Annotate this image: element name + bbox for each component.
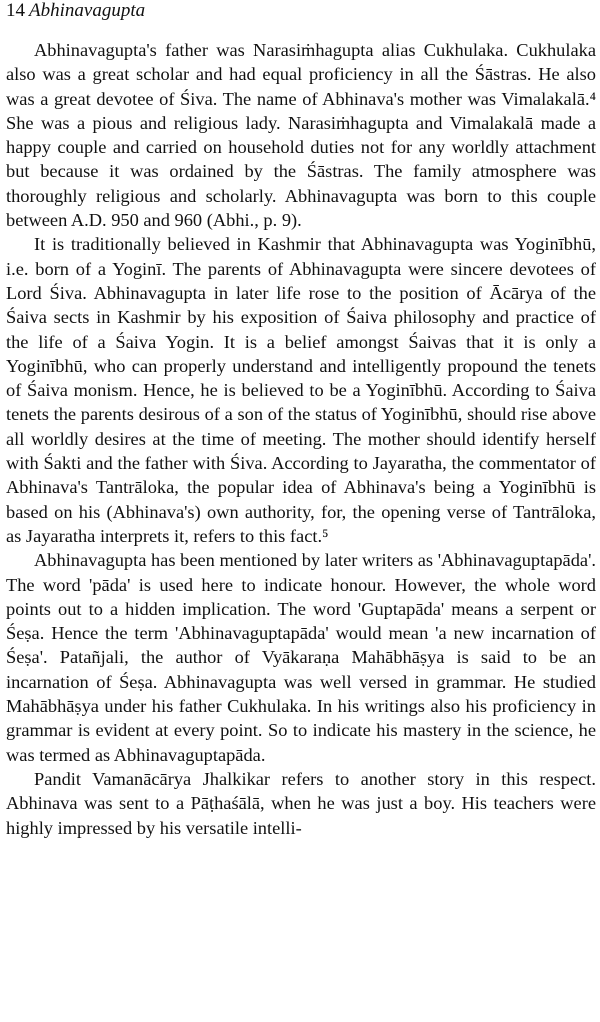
paragraph-parentage: Abhinavagupta's father was Narasiṁhagupta alias Cukhulaka. Cukhulaka also was a great scholar and had equal proficiency in all the Śāstras. He also was a great devotee of Śiva. The name of Abhinava's mother was Vimalakalā.⁴ She was a pious and religious lady. Narasiṁhagupta and Vimalakalā made a happy couple and carried on household duties not for any worldly attachment but because it was ordained by the Śāstras. The family atmosphere was thoroughly religious and scholarly. Abhinavagupta was born to this couple between A.D. 950 and 960 (Abhi., p. 9).	[6, 40, 596, 231]
paragraph-yoginibhu: It is traditionally believed in Kashmir that Abhinavagupta was Yoginībhū, i.e. born of a Yoginī. The parents of Abhinavagupta were sincere devotees of Lord Śiva. Abhinavagupta in later life rose to the position of Ācārya of the Śaiva sects in Kashmir by his exposition of Śaiva philosophy and practice of the life of a Śaiva Yogin. It is a belief amongst Śaivas that it is only a Yoginībhū, who can properly understand and intelligently propound the tenets of Śaiva monism. Hence, he is believed to be a Yoginībhū. According to Śaiva tenets the parents desirous of a son of the status of Yoginībhū, should rise above all worldly desires at the time of meeting. The mother should identify herself with Śakti and the father with Śiva. According to Jayaratha, the commentator of Abhinava's Tantrāloka, the popular idea of Abhinava's being a Yoginībhū is based on his (Abhinava's) own authority, for, the opening verse of Tantrāloka, as Jayaratha interprets it, refers to this fact.⁵	[6, 234, 596, 546]
page-number: 14	[6, 0, 25, 21]
body-text	[6, 38, 596, 840]
paragraph-pathashala: Pandit Vamanācārya Jhalkikar refers to another story in this respect. Abhinava was sent to a Pāṭhaśālā, when he was just a boy. His teachers were highly impressed by his versatile intelli-	[6, 768, 596, 838]
paragraph-guptapada: Abhinavagupta has been mentioned by later writers as 'Abhinavaguptapāda'. The word 'pāda' is used here to indicate honour. However, the whole word points out to a hidden implication. The word 'Guptapāda' means a serpent or Śeṣa. Hence the term 'Abhinavaguptapāda' would mean 'a new incarnation of Śeṣa'. Patañjali, the author of Vyākaraṇa Mahābhāṣya is said to be an incarnation of Śeṣa. Abhinavagupta was well versed in grammar. He studied Mahābhāṣya under his father Cukhulaka. In his writings also his proficiency in grammar is evident at every point. So to indicate his mastery in the science, he was termed as Abhinavaguptapāda.	[6, 550, 596, 765]
running-title: Abhinavagupta	[29, 0, 146, 21]
running-head	[6, 0, 596, 22]
